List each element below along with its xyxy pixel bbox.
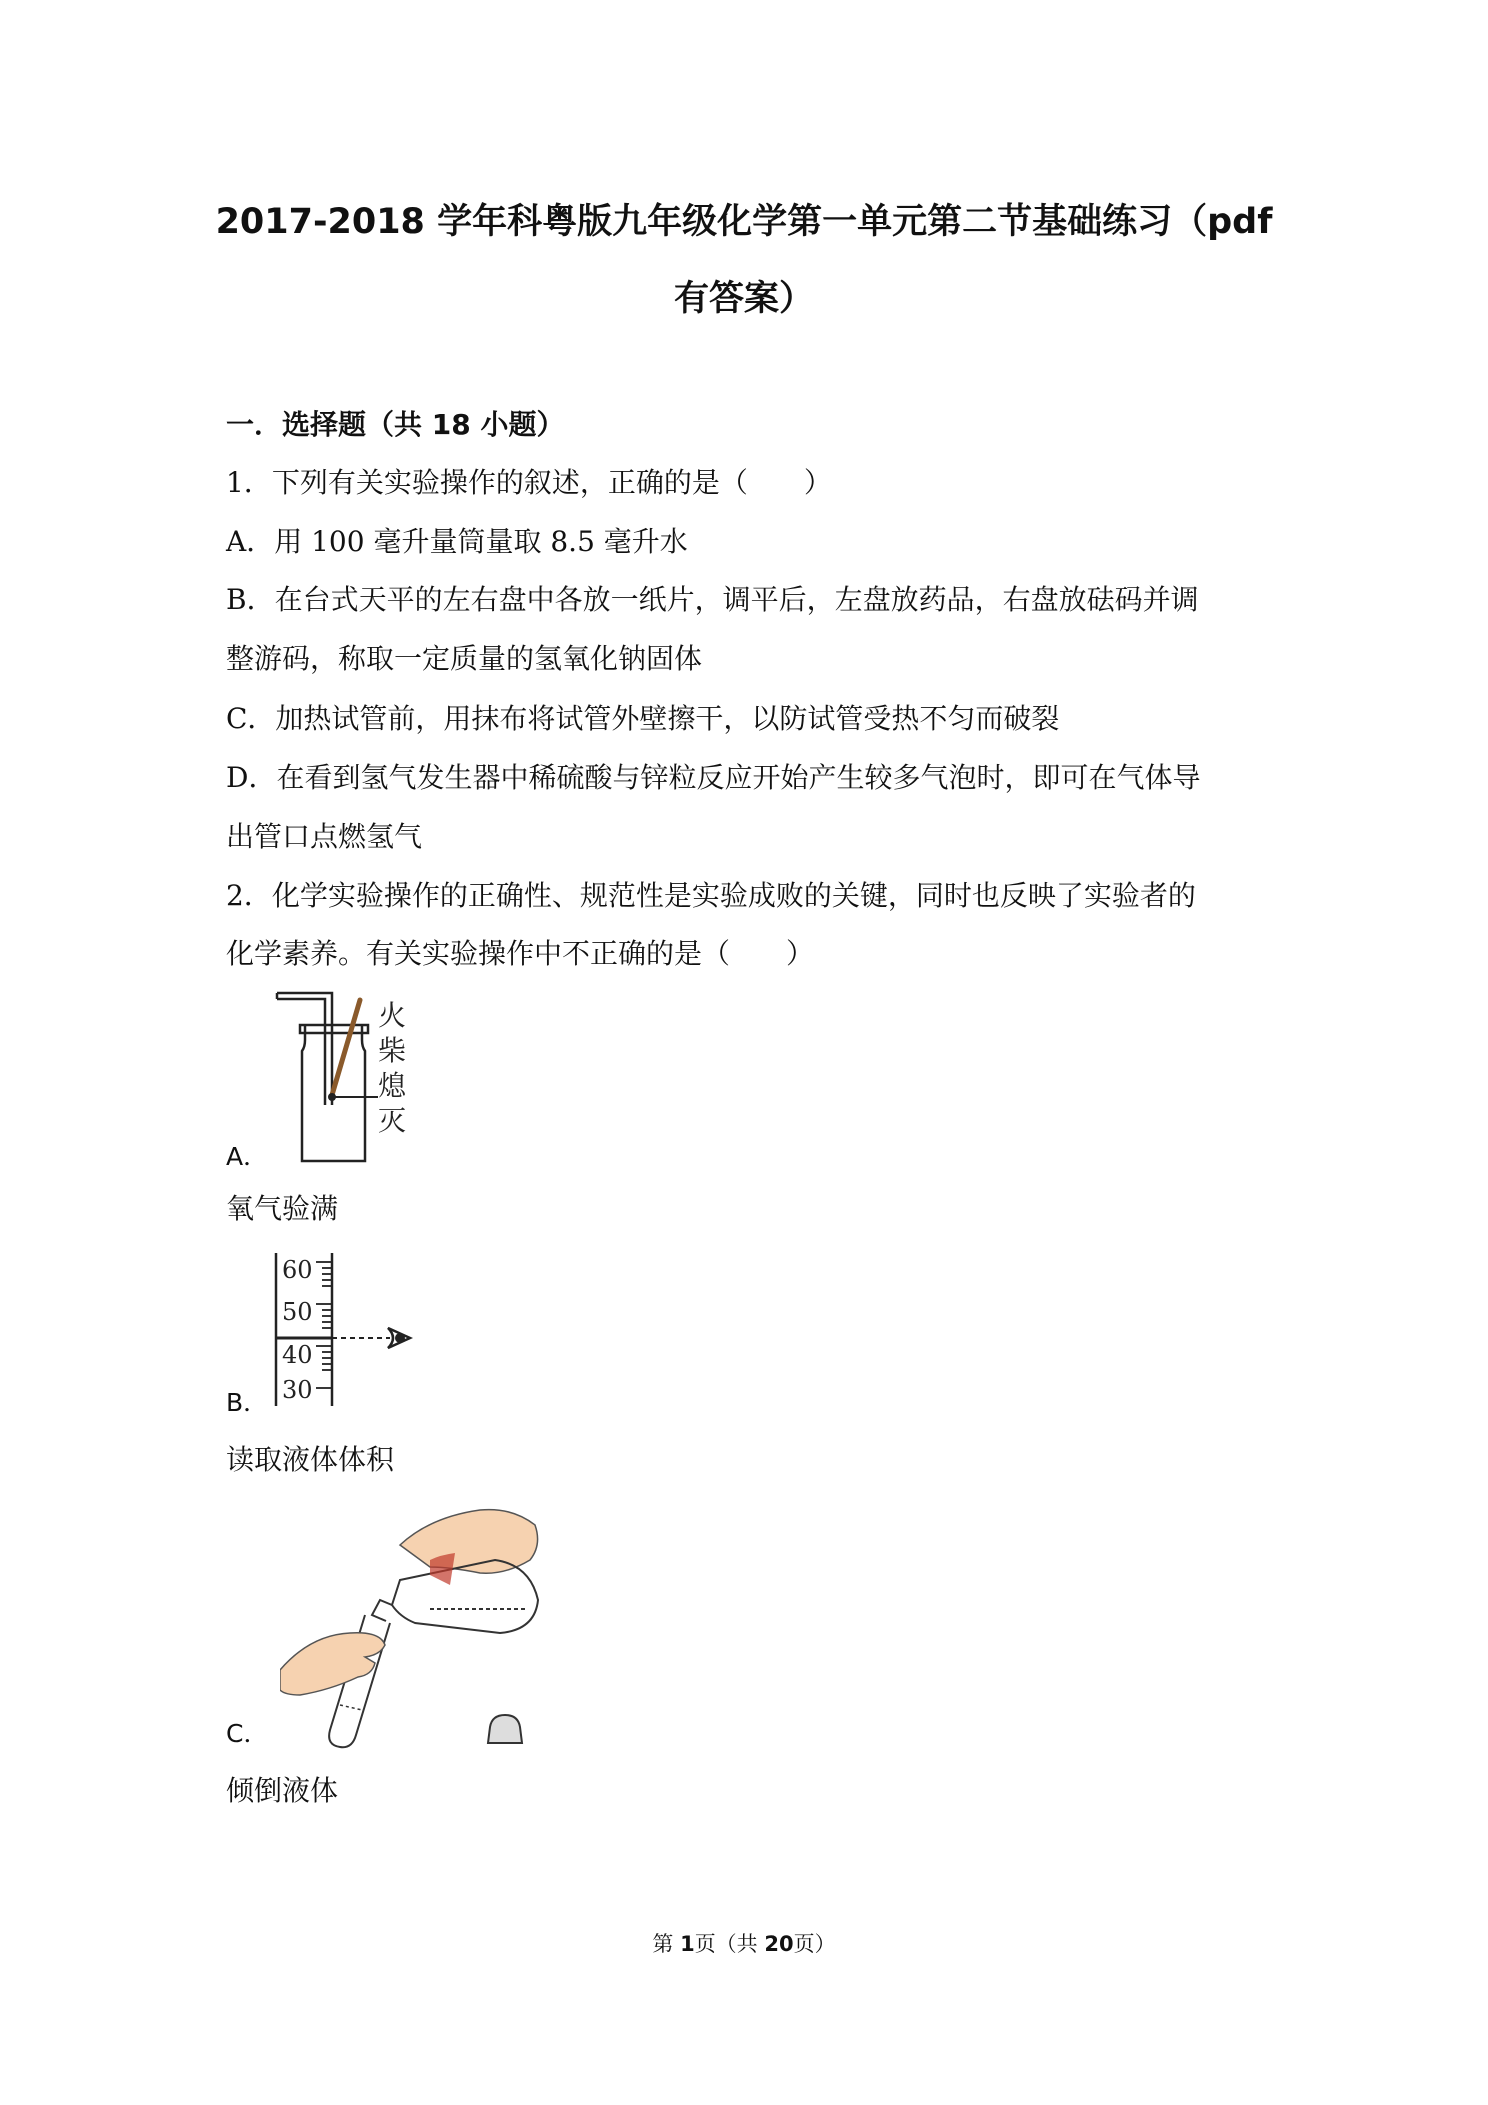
question-1-option-d-line-1: D．在看到氢气发生器中稀硫酸与锌粒反应开始产生较多气泡时，即可在气体导 [226, 761, 1201, 794]
footer-prefix: 第 [652, 1932, 681, 1956]
question-2-option-b-label: B． [226, 1388, 269, 1417]
question-1-option-c: C．加热试管前，用抹布将试管外壁擦干，以防试管受热不匀而破裂 [226, 702, 1060, 735]
footer-mid: 页（共 [694, 1932, 765, 1956]
question-2-option-c-caption: 倾倒液体 [226, 1774, 339, 1807]
page-footer [0, 1928, 1488, 1958]
document-title-line-2: 有答案） [673, 279, 814, 319]
footer-total-pages: 20 [764, 1932, 794, 1956]
question-2-option-b-caption: 读取液体体积 [226, 1443, 395, 1476]
question-1-option-b-line-1: B．在台式天平的左右盘中各放一纸片，调平后，左盘放药品，右盘放砝码并调 [226, 583, 1199, 616]
graduated-cylinder-figure [270, 1248, 430, 1408]
tick-50: 50 [282, 1298, 313, 1326]
question-1-option-d-line-2: 出管口点燃氢气 [226, 820, 423, 853]
footer-page-number: 1 [680, 1932, 695, 1956]
question-1-option-b-line-2: 整游码，称取一定质量的氢氧化钠固体 [226, 642, 703, 675]
question-2-stem-line-2: 化学素养。有关实验操作中不正确的是（ ） [226, 937, 815, 970]
pouring-liquid-figure [280, 1505, 560, 1755]
footer-suffix: 页） [793, 1932, 836, 1956]
question-2-stem-line-1: 2．化学实验操作的正确性、规范性是实验成败的关键，同时也反映了实验者的 [226, 879, 1196, 912]
tick-60: 60 [282, 1256, 313, 1284]
oxygen-bottle-figure [270, 985, 420, 1165]
section-heading: 一．选择题（共 18 小题） [226, 408, 565, 441]
tick-30: 30 [282, 1376, 313, 1404]
tick-40: 40 [282, 1341, 313, 1369]
question-2-option-a-caption: 氧气验满 [226, 1192, 339, 1225]
fig-a-label-1: 火 [378, 999, 407, 1032]
question-1-option-a: A．用 100 毫升量筒量取 8.5 毫升水 [226, 525, 688, 558]
fig-a-label-3: 熄 [378, 1069, 407, 1102]
fig-a-label-4: 灭 [378, 1104, 407, 1137]
question-2-option-c-label: C． [226, 1719, 269, 1748]
document-title-line-1: 2017-2018 学年科粤版九年级化学第一单元第二节基础练习（pdf [215, 202, 1273, 242]
question-1-stem: 1．下列有关实验操作的叙述，正确的是（ ） [226, 466, 832, 499]
fig-a-label-2: 柴 [378, 1034, 407, 1067]
question-2-option-a-label: A． [226, 1142, 269, 1171]
